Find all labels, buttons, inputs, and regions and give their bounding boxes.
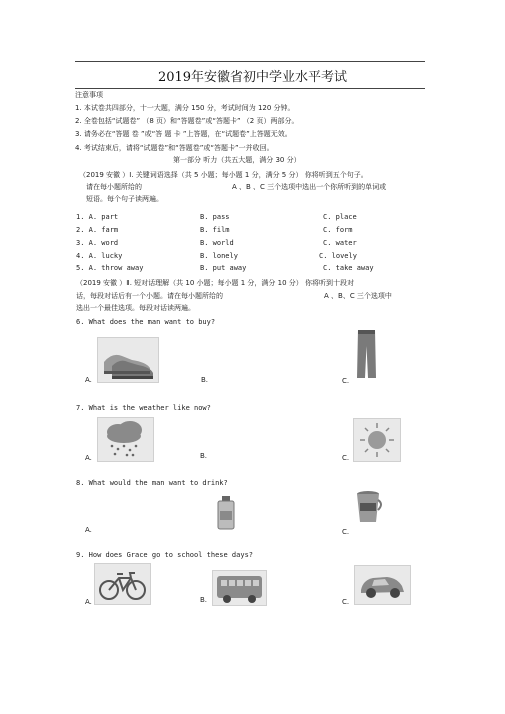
option-b-label: B. <box>201 376 209 384</box>
question-7: 7. What is the weather like now? <box>76 404 211 412</box>
jeans-icon <box>355 328 378 380</box>
option-c: C. place <box>323 213 357 221</box>
option-c-label: C. <box>342 454 350 462</box>
option-b: B. world <box>200 239 234 247</box>
option-c: C. water <box>323 239 357 247</box>
option-a: 1. A. part <box>76 213 119 221</box>
section2-instruction: 话，每段对话后有一个小题。请在每小题所给的 <box>76 292 223 300</box>
bicycle-icon <box>94 563 151 605</box>
coffee-cup-icon <box>354 488 384 526</box>
option-c-label: C. <box>342 598 350 606</box>
section1-instruction: 短语。每个句子读两遍。 <box>86 195 163 203</box>
notice-heading: 注意事项 <box>75 91 103 99</box>
option-a: 2. A. farm <box>76 226 119 234</box>
question-6: 6. What does the man want to buy? <box>76 318 216 326</box>
option-a: 3. A. word <box>76 239 119 247</box>
question-8: 8. What would the man want to drink? <box>76 479 228 487</box>
exam-title: 2019年安徽省初中学业水平考试 <box>157 70 348 85</box>
rain-cloud-icon <box>97 417 154 462</box>
section2-instruction: （2019 安徽 ）Ⅱ. 短对话理解（共 10 小题；每小题 1 分，满分 10 分） 你将听到十段对 <box>76 279 355 287</box>
option-b: B. pass <box>200 213 230 221</box>
option-b: B. put away <box>200 264 247 272</box>
option-a: 5. A. throw away <box>76 264 144 272</box>
option-b-label: B. <box>200 452 208 460</box>
section2-instruction: 选出一个最佳选项。每段对话读两遍。 <box>76 304 195 312</box>
car-icon <box>354 565 411 605</box>
option-c-label: C. <box>342 528 350 536</box>
section1-instruction: 请在每小题所给的 <box>86 183 142 191</box>
option-c: C. form <box>323 226 353 234</box>
question-9: 9. How does Grace go to school these days? <box>76 551 254 559</box>
option-a: 4. A. lucky <box>76 252 123 260</box>
notice-item: 4. 考试结束后，请将“试题卷”和“答题卷”或“答题卡”一并收回。 <box>75 144 274 152</box>
notice-item: 3. 请务必在“答题 卷 ”或“答 题 卡 ”上答题，在“试题卷”上答题无效。 <box>75 130 292 138</box>
title-rule <box>75 88 425 89</box>
notice-item: 2. 全卷包括“试题卷” （8 页）和“答题卷”或“答题卡” （2 页）两部分。 <box>75 117 299 125</box>
option-b: B. film <box>200 226 230 234</box>
option-a-label: A. <box>85 454 92 462</box>
option-b: B. lonely <box>200 252 238 260</box>
option-c-label: C. <box>342 377 350 385</box>
option-c: C. lovely <box>319 252 357 260</box>
section1-instruction: （2019 安徽 ）Ⅰ. 关键词语选择（共 5 小题；每小题 1 分，满分 5 分） 你将听到五个句子。 <box>79 171 368 179</box>
sun-icon <box>353 418 401 462</box>
sneakers-icon <box>97 337 159 383</box>
option-a-label: A. <box>85 526 92 534</box>
option-a-label: A. <box>85 376 92 384</box>
part1-heading: 第一部分 听力（共五大题，满分 30 分） <box>173 156 301 164</box>
option-a-label: A. <box>85 598 92 606</box>
header-rule <box>75 61 425 62</box>
bus-icon <box>212 570 267 606</box>
water-bottle-icon <box>213 495 239 531</box>
section2-instruction: A 、B、C 三个选项中 <box>324 292 392 300</box>
option-c: C. take away <box>323 264 374 272</box>
option-b-label: B. <box>200 596 208 604</box>
notice-item: 1. 本试卷共四部分，十一大题，满分 150 分，考试时间为 120 分钟。 <box>75 104 295 112</box>
section1-instruction: A 、B 、C 三个选项中选出一个你所听到的单词或 <box>232 183 387 191</box>
